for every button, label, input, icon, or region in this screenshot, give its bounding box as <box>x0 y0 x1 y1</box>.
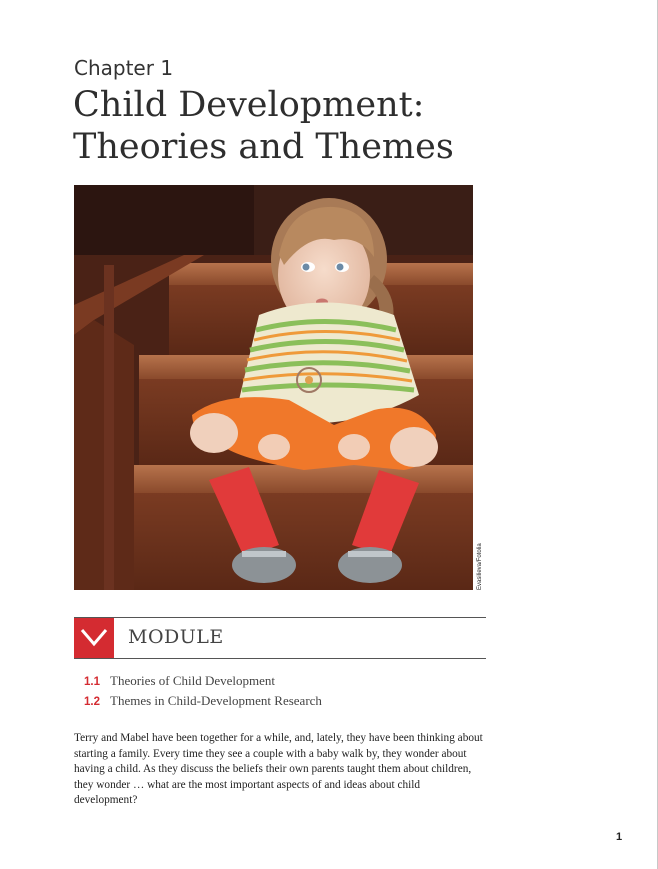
chapter-photo <box>74 185 473 590</box>
module-list <box>84 671 322 711</box>
module-item[interactable] <box>84 691 322 711</box>
intro-paragraph: Terry and Mabel have been together for a while, and, lately, they have been thinking about starting a family. Every time they see a couple with a baby walk by, they wonder about having a child. As they discuss the beliefs their own parents taught them about children, they wonder … what are the most important aspects of and ideas about child development? <box>74 732 483 806</box>
chevron-down-icon <box>74 618 114 658</box>
module-label: MODULE <box>128 626 224 648</box>
chapter-label: Chapter 1 <box>74 56 174 80</box>
module-item-title: Themes in Child-Development Research <box>110 693 322 708</box>
photo-credit: Evasilieva/Fotolia <box>477 543 483 590</box>
chapter-title <box>73 84 454 168</box>
page-number: 1 <box>616 831 623 843</box>
chapter-title-line-1: Child Development: <box>73 85 425 125</box>
module-item-title: Theories of Child Development <box>110 673 276 688</box>
module-item-number: 1.1 <box>84 676 100 688</box>
chapter-title-line-2: Theories and Themes <box>73 127 454 167</box>
module-header <box>74 617 486 659</box>
module-item[interactable] <box>84 671 322 691</box>
module-item-number: 1.2 <box>84 696 100 708</box>
child-on-stairs-illustration <box>74 185 473 590</box>
